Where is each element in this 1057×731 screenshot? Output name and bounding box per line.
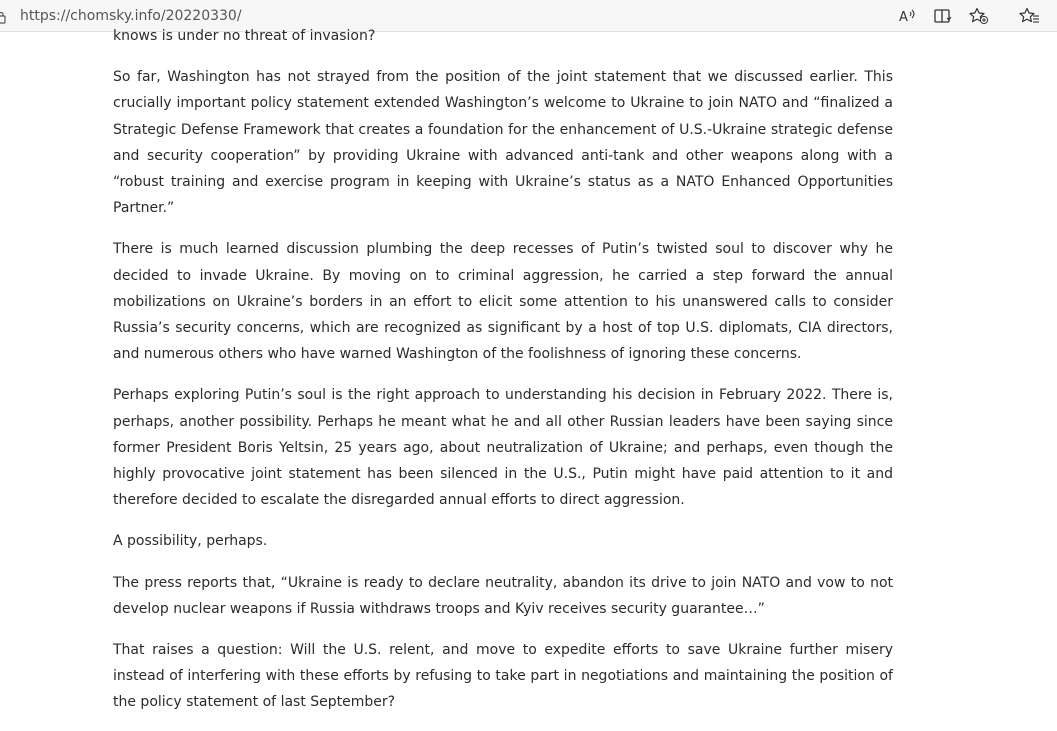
article-paragraph: The press reports that, “Ukraine is ready to declare neutrality, abandon its drive to join NATO and vow to not develop nuclear weapons if Russia withdraws troops and Kyiv receives security guarantee…”: [113, 574, 893, 617]
lock-icon[interactable]: [0, 9, 6, 22]
address-bar-url[interactable]: https://chomsky.info/20220330/: [20, 8, 242, 24]
article-paragraph: That raises a question: Will the U.S. relent, and move to expedite efforts to save Ukraine further misery instead of interfering with these efforts by refusing to take part in negotiations and maintaining the position of the policy statement of last September?: [113, 642, 893, 711]
immersive-reader-icon[interactable]: [932, 5, 954, 27]
svg-text:A: A: [899, 10, 908, 25]
article-paragraph: A possibility, perhaps.: [113, 533, 268, 550]
article-paragraph: Perhaps exploring Putin’s soul is the right approach to understanding his decision in February 2022. There is, perhaps, another possibility. Perhaps he meant what he and all other Russian leaders have been saying since former President Boris Yeltsin, 25 years ago, about neutralization of Ukraine; and perhaps, even though the highly provocative joint statement has been silenced in the U.S., Putin might have paid attention to it and therefore decided to escalate the disregarded annual efforts to direct aggression.: [113, 387, 893, 509]
favorites-icon[interactable]: [1019, 5, 1041, 27]
article-body: [113, 23, 893, 731]
page-content: [0, 28, 1057, 711]
article-paragraph: So far, Washington has not strayed from the position of the joint statement that we discussed earlier. This crucially important policy statement extended Washington’s welcome to Ukraine to join NATO and “finalized a Strategic Defense Framework that creates a foundation for the enhancement of U.S.-Ukraine strategic defense and security cooperation” by providing Ukraine with advanced anti-tank and other weapons along with a “robust training and exercise program in keeping with Ukraine’s status as a NATO Enhanced Opportunities Partner.”: [113, 69, 893, 217]
add-favorite-icon[interactable]: [968, 5, 990, 27]
article-paragraph: knows is under no threat of invasion?: [113, 28, 376, 44]
article-paragraph: There is much learned discussion plumbing the deep recesses of Putin’s twisted soul to discover why he decided to invade Ukraine. By moving on to criminal aggression, he carried a step forward the annual mobilizations on Ukraine’s borders in an effort to elicit some attention to his unanswered calls to consider Russia’s security concerns, which are recognized as significant by a host of top U.S. diplomats, CIA directors, and numerous others who have warned Washington of the foolishness of ignoring these concerns.: [113, 241, 893, 363]
read-aloud-icon[interactable]: [897, 5, 919, 27]
